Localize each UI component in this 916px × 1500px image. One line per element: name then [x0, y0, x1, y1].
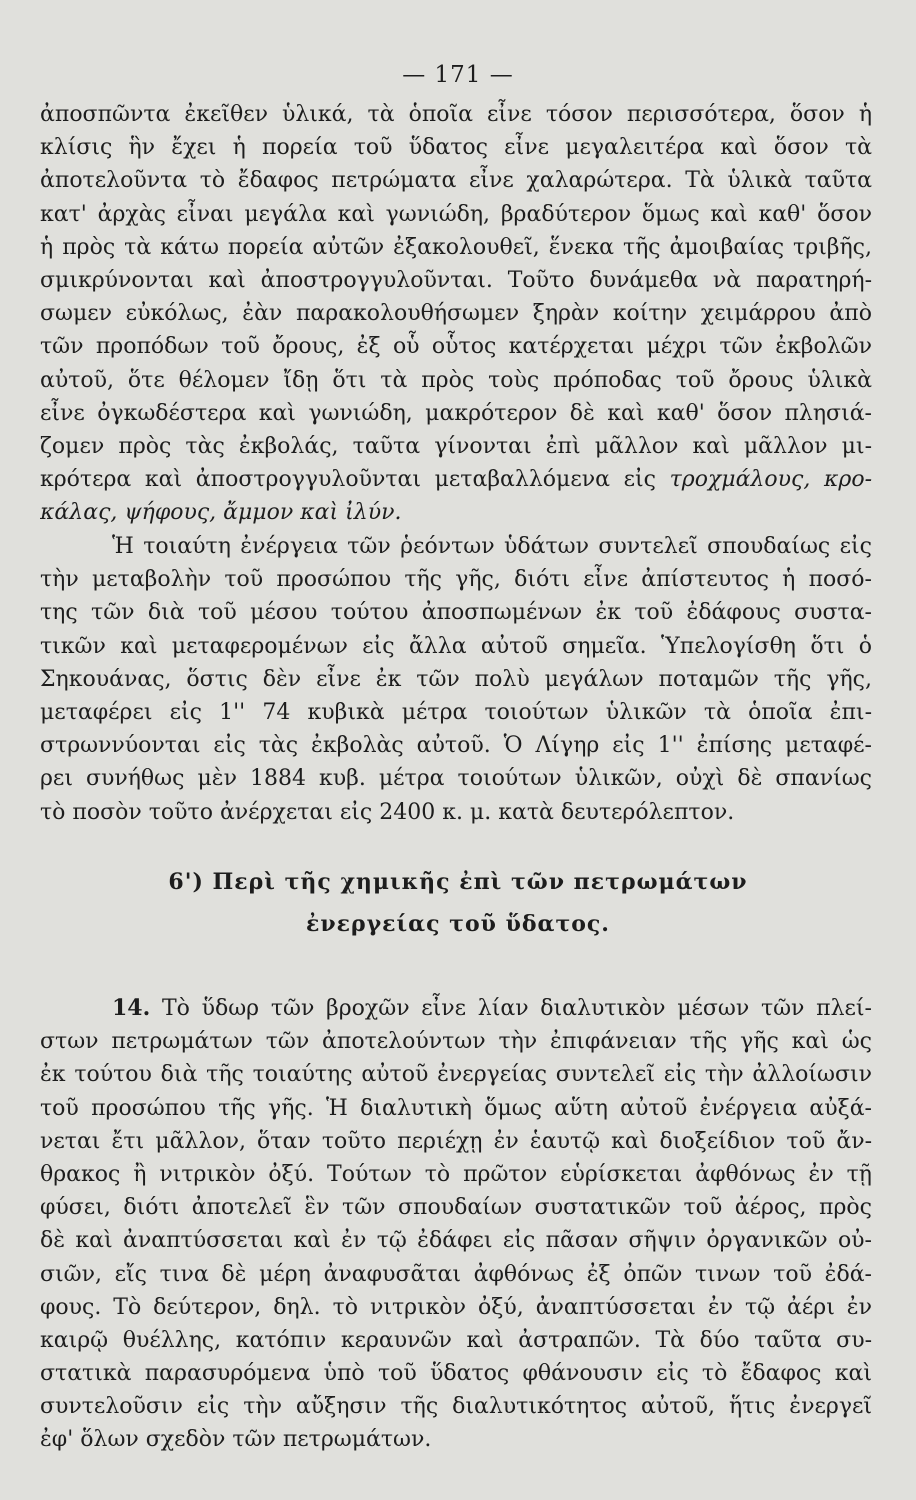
section-heading-line-2: ἐνεργείας τοῦ ὕδατος. — [306, 911, 610, 937]
text-line: Ἡ τοιαύτη ἐνέργεια τῶν ῥεόντων ὑδάτων συντελεῖ σπουδαίως εἰς — [112, 534, 872, 559]
text-line: κλίσις ἣν ἔχει ἡ πορεία τοῦ ὕδατος εἶνε μεγαλειτέρα καὶ ὅσον τὰ — [40, 135, 872, 161]
text-line: σιῶν, εἴς τινα δὲ μέρη ἀναφυσᾶται ἀφθόνως ἐξ ὀπῶν τινων τοῦ ἐδά- — [40, 1261, 872, 1287]
text-line: της τῶν διὰ τοῦ μέσου τούτου ἀποσπωμένων ἐκ τοῦ ἐδάφους συστα- — [40, 600, 872, 626]
text-line: ἐφ' ὅλων σχεδὸν τῶν πετρωμάτων. — [40, 1427, 432, 1453]
text-line: ζομεν πρὸς τὰς ἐκβολάς, ταῦτα γίνονται ἐπὶ μᾶλλον καὶ μᾶλλον μι- — [40, 433, 872, 459]
text-line: φύσει, διότι ἀποτελεῖ ἓν τῶν σπουδαίων συστατικῶν τοῦ ἀέρος, πρὸς — [40, 1195, 872, 1221]
text-line: νεται ἔτι μᾶλλον, ὅταν τοῦτο περιέχῃ ἐν ἑαυτῷ καὶ διοξείδιον τοῦ ἄν- — [40, 1128, 872, 1154]
text-run: κρότερα καὶ ἀποστρογγυλοῦνται μεταβαλλόμενα εἰς — [40, 467, 656, 493]
text-run: Τὸ ὕδωρ τῶν βροχῶν εἶνε λίαν διαλυτικὸν μέσων τῶν πλεί- — [162, 996, 872, 1021]
section-number: 14. — [112, 995, 151, 1021]
text-line: συντελοῦσιν εἰς τὴν αὔξησιν τῆς διαλυτικότητος αὐτοῦ, ἥτις ἐνεργεῖ — [40, 1394, 872, 1420]
text-line: τικῶν καὶ μεταφερομένων εἰς ἄλλα αὐτοῦ σημεῖα. Ὑπελογίσθη ὅτι ὁ — [40, 633, 872, 659]
text-line: σμικρύνονται καὶ ἀποστρογγυλοῦνται. Τοῦτο δυνάμεθα νὰ παρατηρή- — [40, 267, 872, 293]
text-line — [40, 463, 872, 496]
text-line: ἐκ τούτου διὰ τῆς τοιαύτης αὐτοῦ ἐνεργείας συντελεῖ εἰς τὴν ἀλλοίωσιν — [40, 1062, 872, 1088]
text-line: τὸ ποσὸν τοῦτο ἀνέρχεται εἰς 2400 κ. μ. κατὰ δευτερόλεπτον. — [40, 799, 735, 825]
paragraph-1 — [40, 98, 872, 529]
text-line: σωμεν εὐκόλως, ἐὰν παρακολουθήσωμεν ξηρὰν κοίτην χειμάρρου ἀπὸ — [40, 301, 872, 327]
text-line: μεταφέρει εἰς 1'' 74 κυβικὰ μέτρα τοιούτων ὑλικῶν τὰ ὁποῖα ἐπι- — [40, 699, 872, 725]
text-line: αὐτοῦ, ὅτε θέλομεν ἴδῃ ὅτι τὰ πρὸς τοὺς πρόποδας τοῦ ὄρους ὑλικὰ — [40, 367, 872, 393]
text-line: τὴν μεταβολὴν τοῦ προσώπου τῆς γῆς, διότι εἶνε ἀπίστευτος ἡ ποσό- — [40, 567, 872, 593]
text-line: τοῦ προσώπου τῆς γῆς. Ἡ διαλυτικὴ ὅμως αὕτη αὐτοῦ ἐνέργεια αὐξά- — [40, 1095, 872, 1121]
text-line: ἀποσπῶντα ἐκεῖθεν ὑλικά, τὰ ὁποῖα εἶνε τόσον περισσότερα, ὅσον ἡ — [40, 102, 872, 127]
text-line — [40, 992, 872, 1025]
text-line: στων πετρωμάτων τῶν ἀποτελούντων τὴν ἐπιφάνειαν τῆς γῆς καὶ ὡς — [40, 1029, 872, 1055]
section-heading-line-1: 6') Περὶ τῆς χημικῆς ἐπὶ τῶν πετρωμάτων — [168, 869, 748, 895]
text-line: δὲ καὶ ἀναπτύσσεται καὶ ἐν τῷ ἐδάφει εἰς πᾶσαν σῆψιν ὀργανικῶν οὐ- — [40, 1228, 872, 1254]
page-number: — 171 — — [402, 62, 514, 88]
text-line: κατ' ἀρχὰς εἶναι μεγάλα καὶ γωνιώδη, βραδύτερον ὅμως καὶ καθ' ὅσον — [40, 201, 872, 227]
text-line: Σηκουάνας, ὅστις δὲν εἶνε ἐκ τῶν πολὺ μεγάλων ποταμῶν τῆς γῆς, — [40, 666, 872, 692]
text-line: ρει συνήθως μὲν 1884 κυβ. μέτρα τοιούτων ὑλικῶν, οὐχὶ δὲ σπανίως — [40, 766, 872, 792]
paragraph-3 — [40, 992, 872, 1457]
text-line-italic: κάλας, ψήφους, ἄμμον καὶ ἰλύν. — [40, 500, 402, 526]
text-line: ἡ πρὸς τὰ κάτω πορεία αὐτῶν ἐξακολουθεῖ, ἕνεκα τῆς ἀμοιβαίας τριβῆς, — [40, 234, 872, 260]
text-line: θρακος ἢ νιτρικὸν ὀξύ. Τούτων τὸ πρῶτον εὑρίσκεται ἀφθόνως ἐν τῇ — [40, 1161, 872, 1187]
italic-text: τροχμάλους, κρο- — [669, 467, 872, 493]
text-line: στατικὰ παρασυρόμενα ὑπὸ τοῦ ὕδατος φθάνουσιν εἰς τὸ ἔδαφος καὶ — [40, 1361, 872, 1387]
text-line: στρωννύονται εἰς τὰς ἐκβολὰς αὐτοῦ. Ὁ Λίγηρ εἰς 1'' ἐπίσης μεταφέ- — [40, 733, 872, 759]
paragraph-2 — [40, 530, 872, 829]
text-line: φους. Τὸ δεύτερον, δηλ. τὸ νιτρικὸν ὀξύ, ἀναπτύσσεται ἐν τῷ ἀέρι ἐν — [40, 1294, 872, 1320]
text-line: ἀποτελοῦντα τὸ ἔδαφος πετρώματα εἶνε χαλαρώτερα. Τὰ ὑλικὰ ταῦτα — [40, 168, 872, 194]
text-line: εἶνε ὀγκωδέστερα καὶ γωνιώδη, μακρότερον δὲ καὶ καθ' ὅσον πλησιά- — [40, 400, 872, 426]
text-line: τῶν προπόδων τοῦ ὄρους, ἐξ οὗ οὗτος κατέρχεται μέχρι τῶν ἐκβολῶν — [40, 334, 872, 360]
text-line: καιρῷ θυέλλης, κατόπιν κεραυνῶν καὶ ἀστραπῶν. Τὰ δύο ταῦτα συ- — [40, 1327, 872, 1353]
